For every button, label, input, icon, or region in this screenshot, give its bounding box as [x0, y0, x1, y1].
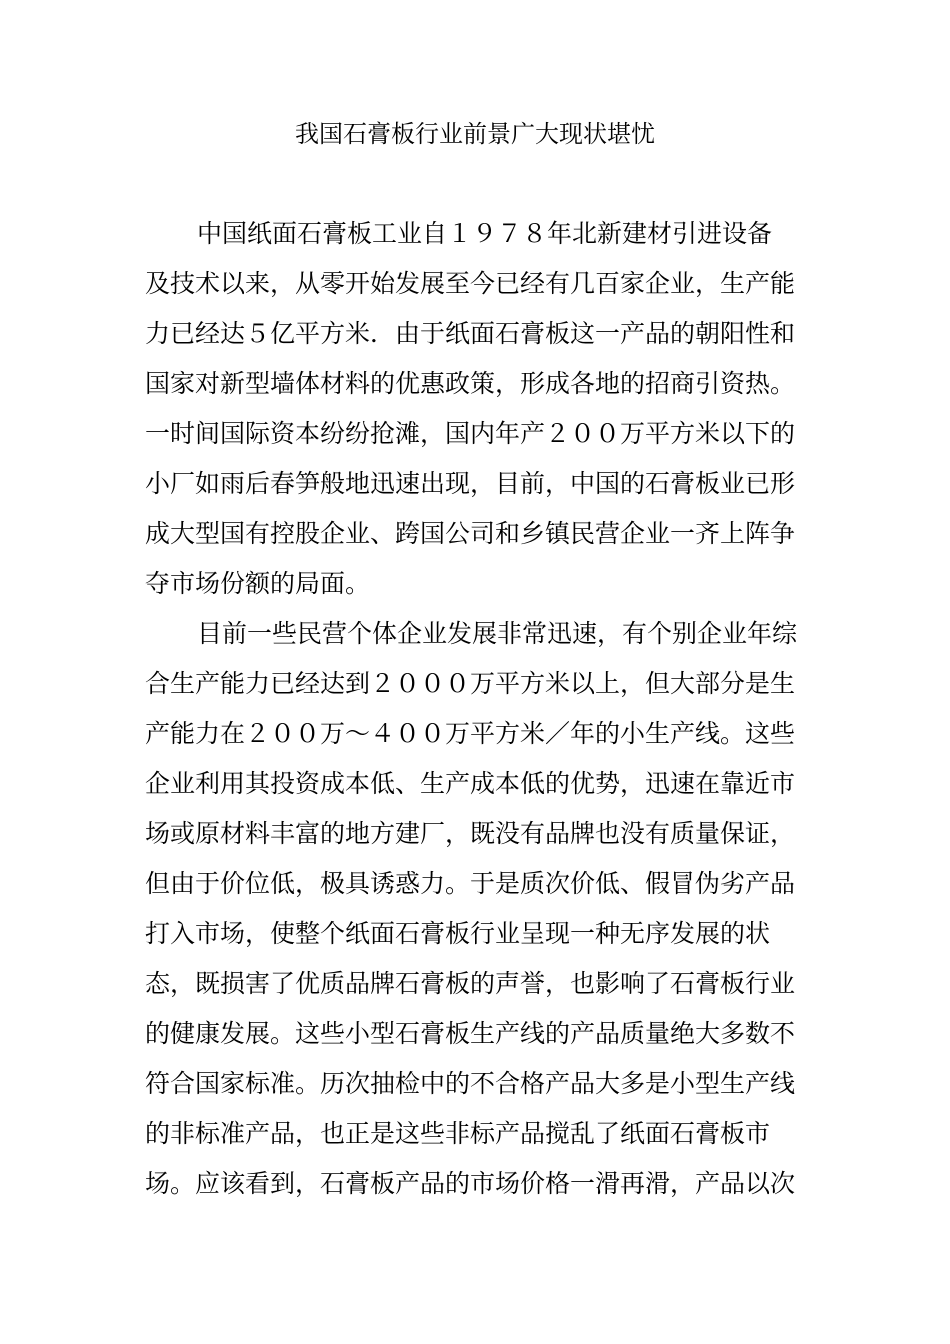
- paragraph-line: 企业利用其投资成本低、生产成本低的优势，迅速在靠近市: [145, 769, 796, 798]
- paragraph-line: 成大型国有控股企业、跨国公司和乡镇民营企业一齐上阵争: [145, 519, 796, 548]
- paragraph-line: 但由于价位低，极具诱惑力。于是质次价低、假冒伪劣产品: [145, 869, 796, 898]
- paragraph-line: 场或原材料丰富的地方建厂，既没有品牌也没有质量保证，: [145, 819, 796, 848]
- paragraph-line: 打入市场，使整个纸面石膏板行业呈现一种无序发展的状: [145, 919, 771, 948]
- paragraph-line: 小厂如雨后春笋般地迅速出现，目前，中国的石膏板业已形: [145, 469, 796, 498]
- paragraph-line: 符合国家标准。历次抽检中的不合格产品大多是小型生产线: [145, 1069, 796, 1098]
- paragraph-line: 中国纸面石膏板工业自１９７８年北新建材引进设备: [197, 219, 773, 248]
- paragraph-line: 的健康发展。这些小型石膏板生产线的产品质量绝大多数不: [145, 1019, 796, 1048]
- document-title: 我国石膏板行业前景广大现状堪忧: [295, 120, 655, 148]
- paragraph-line: 夺市场份额的局面。: [145, 569, 371, 598]
- paragraph-line: 力已经达５亿平方米．由于纸面石膏板这一产品的朝阳性和: [145, 319, 796, 348]
- paragraph-line: 目前一些民营个体企业发展非常迅速，有个别企业年综: [197, 619, 798, 648]
- paragraph-line: 合生产能力已经达到２０００万平方米以上，但大部分是生: [145, 669, 796, 698]
- paragraph-line: 态，既损害了优质品牌石膏板的声誉，也影响了石膏板行业: [145, 969, 796, 998]
- paragraph-line: 的非标准产品，也正是这些非标产品搅乱了纸面石膏板市: [145, 1119, 771, 1148]
- paragraph-line: 国家对新型墙体材料的优惠政策，形成各地的招商引资热。: [145, 369, 796, 398]
- paragraph-line: 场。应该看到，石膏板产品的市场价格一滑再滑，产品以次: [145, 1169, 796, 1198]
- paragraph-line: 及技术以来，从零开始发展至今已经有几百家企业，生产能: [145, 269, 796, 298]
- paragraph-line: 一时间国际资本纷纷抢滩，国内年产２００万平方米以下的: [145, 419, 796, 448]
- paragraph-line: 产能力在２００万～４００万平方米／年的小生产线。这些: [145, 719, 796, 748]
